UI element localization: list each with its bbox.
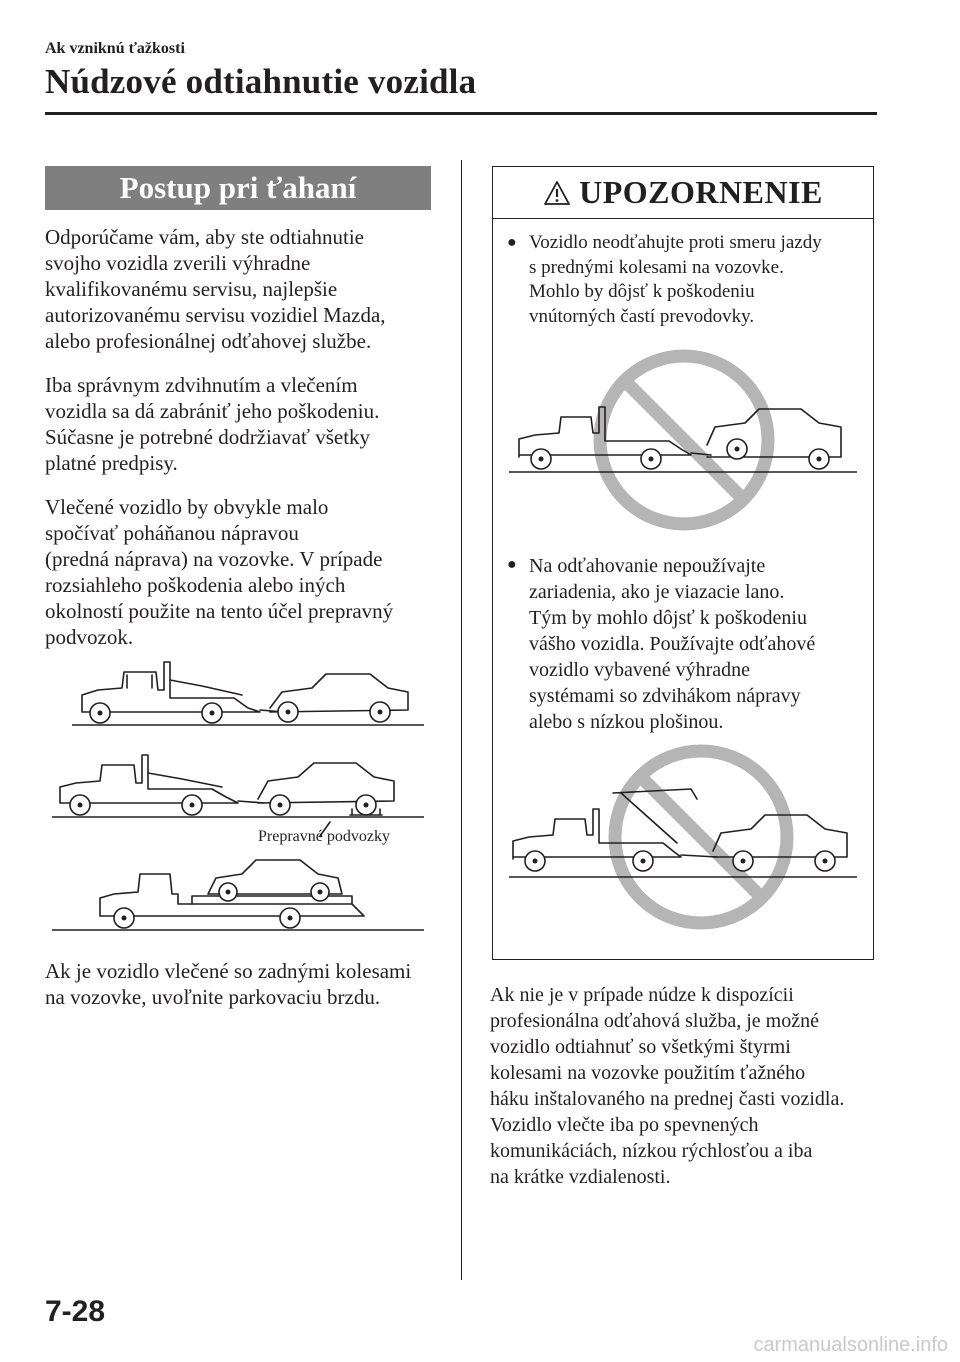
towing-methods-illustration [52, 650, 430, 940]
page-number: 7-28 [45, 1295, 106, 1328]
breadcrumb: Ak vzniknú ťažkosti [45, 40, 185, 57]
paragraph-proper-lifting: Iba správnym zdvihnutím a vlečením vozidla sa dá zabrániť jeho poškodeniu. Súčasne je potrebné dodržiavať všetky platné predpisy. [45, 373, 380, 475]
watermark: carmanualsonline.info [753, 1334, 948, 1356]
warning-item [507, 231, 863, 329]
paragraph-drive-axle: Vlečené vozidlo by obvykle malo spočívať poháňanou nápravou (predná náprava) na vozovke. V prípade rozsiahleho poškodenia alebo iných okolností použite na tento účel prepravný podvozok. [45, 495, 394, 649]
flatbed-truck-figure [52, 860, 424, 930]
paragraph-emergency-towing: Ak nie je v prípade núdze k dispozícii profesionálna odťahová služba, je možné vozidlo odtiahnuť so všetkými štyrmi kolesami na vozovke použitím ťažného háku inštalovaného na prednej časti vozidla. Vozidlo vlečte iba po spevnených komunikáciách, nízkou rýchlosťou a iba na krátke vzdialenosti. [490, 984, 845, 1188]
column-divider [461, 160, 462, 1280]
title-divider [45, 112, 877, 115]
paragraph-recommendation: Odporúčame vám, aby ste odtiahnutie svojho vozidla zverili výhradne kvalifikovanému servisu, najlepšie autorizovanému servisu vozidiel Mazda, alebo profesionálnej odťahovej službe. [45, 225, 386, 353]
section-heading: Postup pri ťahaní [45, 166, 431, 210]
prohibited-front-wheels-figure [501, 345, 867, 535]
warning-item [507, 553, 863, 735]
figure-caption: Prepravné podvozky [258, 828, 390, 845]
warning-header [493, 167, 873, 219]
bullet-icon: ● [507, 556, 517, 573]
warning-box [492, 166, 874, 960]
warning-item-text: Vozidlo neodťahujte proti smeru jazdy s prednými kolesami na vozovke. Mohlo by dôjsť k poškodeniu vnútorných častí prevodovky. [529, 232, 822, 327]
tow-truck-wheel-lift-figure [72, 662, 424, 725]
page-title: Núdzové odtiahnutie vozidla [45, 62, 477, 101]
warning-title: UPOZORNENIE [579, 174, 823, 210]
warning-item-text: Na odťahovanie nepoužívajte zariadenia, ako je viazacie lano. Tým by mohlo dôjsť k poškodeniu vášho vozidla. Používajte odťahové vozidlo vybavené výhradne systémami so zdvihákom nápravy alebo s nízkou plošinou. [529, 555, 816, 733]
prohibited-tow-rope-figure [501, 739, 867, 939]
bullet-icon: ● [507, 234, 517, 251]
tow-truck-dolly-figure [52, 755, 424, 817]
paragraph-parking-brake: Ak je vozidlo vlečené so zadnými kolesami na vozovke, uvoľnite parkovaciu brzdu. [45, 959, 412, 1009]
warning-triangle-icon [543, 180, 571, 206]
